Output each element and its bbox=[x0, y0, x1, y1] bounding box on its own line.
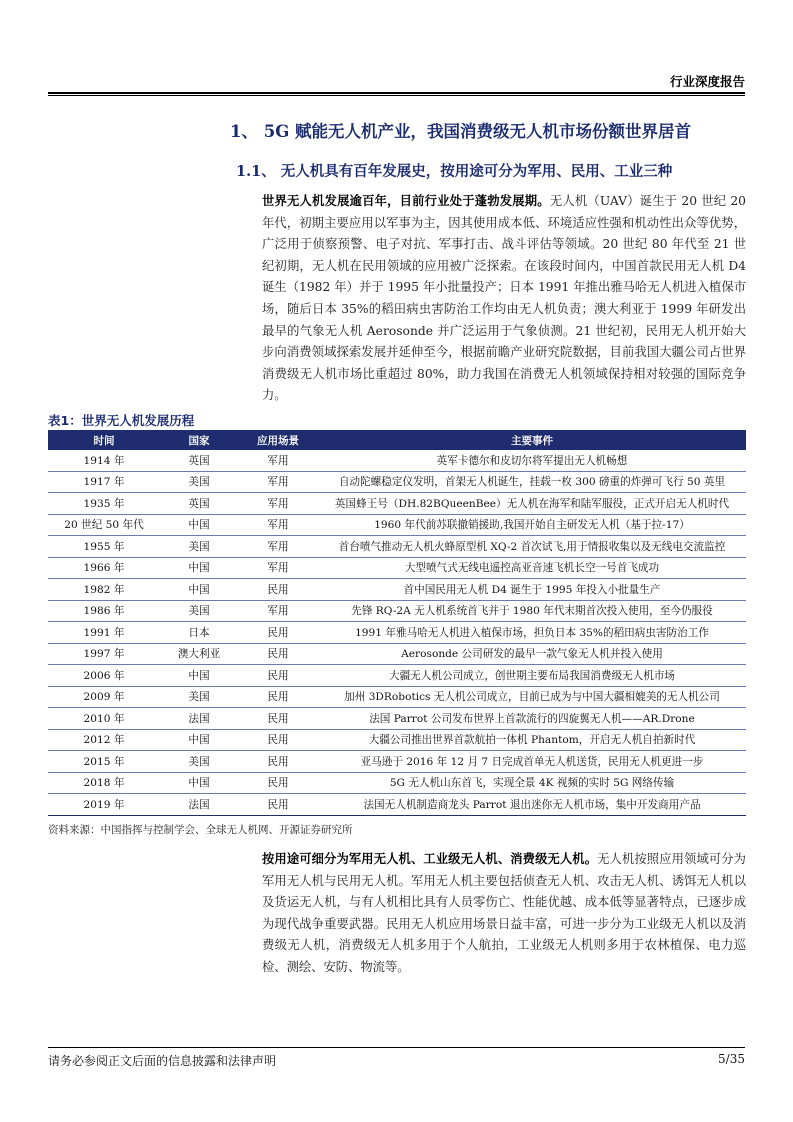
cell-time: 2009 年 bbox=[48, 686, 160, 708]
cell-event: 大疆公司推出世界首款航拍一体机 Phantom，开启无人机自拍新时代 bbox=[318, 729, 746, 751]
cell-event: 自动陀螺稳定仪发明，首架无人机诞生，挂载一枚 300 磅重的炸弹可飞行 50 英里 bbox=[318, 471, 746, 493]
cell-country: 美国 bbox=[160, 536, 238, 558]
cell-country: 中国 bbox=[160, 557, 238, 579]
footer-rule bbox=[48, 1047, 745, 1048]
cell-time: 1982 年 bbox=[48, 579, 160, 601]
table-caption: 表1：世界无人机发展历程 bbox=[48, 413, 195, 428]
cell-country: 澳大利亚 bbox=[160, 643, 238, 665]
cell-event: 英国蜂王号（DH.82BQueenBee）无人机在海军和陆军服役，正式开启无人机时代 bbox=[318, 493, 746, 515]
cell-time: 1986 年 bbox=[48, 600, 160, 622]
cell-event: 法国无人机制造商龙头 Parrot 退出迷你无人机市场，集中开发商用产品 bbox=[318, 794, 746, 816]
col-header-usage: 应用场景 bbox=[238, 430, 318, 450]
cell-usage: 民用 bbox=[238, 686, 318, 708]
cell-event: 亚马逊于 2016 年 12 月 7 日完成首单无人机送货，民用无人机更进一步 bbox=[318, 751, 746, 773]
cell-country: 中国 bbox=[160, 514, 238, 536]
cell-usage: 军用 bbox=[238, 557, 318, 579]
header-rule-thin bbox=[48, 95, 745, 96]
cell-usage: 民用 bbox=[238, 729, 318, 751]
cell-event: 首中国民用无人机 D4 诞生于 1995 年投入小批量生产 bbox=[318, 579, 746, 601]
cell-time: 2010 年 bbox=[48, 708, 160, 730]
cell-usage: 军用 bbox=[238, 450, 318, 471]
table-row bbox=[48, 557, 746, 579]
cell-event: Aerosonde 公司研发的最早一款气象无人机并投入使用 bbox=[318, 643, 746, 665]
subsection-heading: 1.1、 无人机具有百年发展史，按用途可分为军用、民用、工业三种 bbox=[236, 163, 673, 180]
table-row bbox=[48, 514, 746, 536]
cell-usage: 民用 bbox=[238, 579, 318, 601]
cell-time: 1914 年 bbox=[48, 450, 160, 471]
cell-country: 中国 bbox=[160, 729, 238, 751]
cell-country: 美国 bbox=[160, 600, 238, 622]
table-header-row bbox=[48, 430, 746, 450]
cell-time: 1966 年 bbox=[48, 557, 160, 579]
cell-time: 1917 年 bbox=[48, 471, 160, 493]
cell-time: 1991 年 bbox=[48, 622, 160, 644]
usage-body: 无人机按照应用领域可分为军用无人机与民用无人机。军用无人机主要包括侦查无人机、攻击无人机、诱饵无人机以及货运无人机，与有人机相比具有人员零伤亡、性能优越、成本低等显著特点，已逐步成为现代战争重要武器。民用无人机应用场景日益丰富，可进一步分为工业级无人机以及消费级无人机，消费级无人机多用于个人航拍，工业级无人机则多用于农林植保、电力巡检、测绘、安防、物流等。 bbox=[262, 852, 746, 974]
table-row bbox=[48, 729, 746, 751]
usage-lead: 按用途可细分为军用无人机、工业级无人机、消费级无人机。 bbox=[262, 851, 598, 866]
cell-time: 20 世纪 50 年代 bbox=[48, 514, 160, 536]
table-row bbox=[48, 772, 746, 794]
cell-time: 1955 年 bbox=[48, 536, 160, 558]
cell-country: 中国 bbox=[160, 772, 238, 794]
cell-country: 日本 bbox=[160, 622, 238, 644]
cell-country: 法国 bbox=[160, 708, 238, 730]
header-rule bbox=[48, 92, 745, 94]
table-row bbox=[48, 643, 746, 665]
cell-event: 法国 Parrot 公司发布世界上首款流行的四旋翼无人机——AR.Drone bbox=[318, 708, 746, 730]
cell-event: 首台喷气推动无人机火蜂原型机 XQ-2 首次试飞,用于情报收集以及无线电交流监控 bbox=[318, 536, 746, 558]
cell-event: 英军卡德尔和皮切尔将军提出无人机畅想 bbox=[318, 450, 746, 471]
cell-usage: 军用 bbox=[238, 600, 318, 622]
uav-history-table bbox=[48, 430, 746, 816]
col-header-time: 时间 bbox=[48, 430, 160, 450]
cell-country: 美国 bbox=[160, 686, 238, 708]
cell-event: 大型喷气式无线电遥控高亚音速飞机长空一号首飞成功 bbox=[318, 557, 746, 579]
table-row bbox=[48, 600, 746, 622]
cell-country: 法国 bbox=[160, 794, 238, 816]
table-row bbox=[48, 579, 746, 601]
cell-usage: 民用 bbox=[238, 708, 318, 730]
usage-paragraph bbox=[262, 848, 746, 979]
cell-event: 5G 无人机山东首飞，实现全景 4K 视频的实时 5G 网络传输 bbox=[318, 772, 746, 794]
cell-usage: 军用 bbox=[238, 536, 318, 558]
cell-usage: 民用 bbox=[238, 643, 318, 665]
cell-country: 中国 bbox=[160, 579, 238, 601]
intro-paragraph bbox=[262, 190, 746, 407]
table-source: 资料来源：中国指挥与控制学会、全球无人机网、开源证券研究所 bbox=[48, 824, 353, 836]
cell-time: 2012 年 bbox=[48, 729, 160, 751]
table-row bbox=[48, 708, 746, 730]
cell-time: 1997 年 bbox=[48, 643, 160, 665]
table-row bbox=[48, 471, 746, 493]
cell-event: 先锋 RQ-2A 无人机系统首飞并于 1980 年代末期首次投入使用，至今仍服役 bbox=[318, 600, 746, 622]
col-header-event: 主要事件 bbox=[318, 430, 746, 450]
cell-time: 2006 年 bbox=[48, 665, 160, 687]
cell-country: 英国 bbox=[160, 493, 238, 515]
table-row bbox=[48, 450, 746, 471]
cell-time: 2019 年 bbox=[48, 794, 160, 816]
cell-usage: 民用 bbox=[238, 622, 318, 644]
section-heading: 1、 5G 赋能无人机产业，我国消费级无人机市场份额世界居首 bbox=[230, 122, 692, 141]
cell-country: 美国 bbox=[160, 471, 238, 493]
cell-usage: 民用 bbox=[238, 794, 318, 816]
cell-time: 1935 年 bbox=[48, 493, 160, 515]
cell-event: 加州 3DRobotics 无人机公司成立，目前已成为与中国大疆相媲美的无人机公司 bbox=[318, 686, 746, 708]
intro-body: 无人机（UAV）诞生于 20 世纪 20 年代，初期主要应用以军事为主，因其使用成本低、环境适应性强和机动性出众等优势，广泛用于侦察预警、电子对抗、军事打击、战斗评估等领域。20 世纪 80 年代至 21 世纪初期，无人机在民用领域的应用被广泛探索。在该段时间内，中国首款民用无人机 D4 诞生（1982 年）并于 1995 年小批量投产；日本 1991 年推出雅马哈无人机进入植保市场，随后日本 35%的稻田病虫害防治工作均由无人机负责；澳大利亚于 1999 年研发出最早的气象无人机 Aerosonde 并广泛运用于气象侦测。21 世纪初，民用无人机开始大步向消费领域探索发展并延伸至今，根据前瞻产业研究院数据，目前我国大疆公司占世界消费级无人机市场比重超过 80%，助力我国在消费无人机领域保持相对较强的国际竞争力。 bbox=[262, 194, 746, 403]
disclaimer-note: 请务必参阅正文后面的信息披露和法律声明 bbox=[48, 1054, 277, 1068]
cell-time: 2015 年 bbox=[48, 751, 160, 773]
cell-event: 1960 年代前苏联撤销援助,我国开始自主研发无人机（基于拉-17） bbox=[318, 514, 746, 536]
cell-country: 英国 bbox=[160, 450, 238, 471]
cell-time: 2018 年 bbox=[48, 772, 160, 794]
intro-lead: 世界无人机发展逾百年，目前行业处于蓬勃发展期。 bbox=[262, 193, 550, 208]
table-row bbox=[48, 686, 746, 708]
table-row bbox=[48, 493, 746, 515]
cell-usage: 军用 bbox=[238, 493, 318, 515]
table-row bbox=[48, 536, 746, 558]
cell-usage: 军用 bbox=[238, 514, 318, 536]
cell-usage: 军用 bbox=[238, 471, 318, 493]
cell-usage: 民用 bbox=[238, 772, 318, 794]
report-type-header: 行业深度报告 bbox=[669, 74, 745, 89]
cell-usage: 民用 bbox=[238, 751, 318, 773]
table-row bbox=[48, 794, 746, 816]
cell-usage: 民用 bbox=[238, 665, 318, 687]
table-row bbox=[48, 622, 746, 644]
table-body bbox=[48, 450, 746, 815]
page-number: 5/35 bbox=[718, 1052, 745, 1066]
col-header-country: 国家 bbox=[160, 430, 238, 450]
table-row bbox=[48, 665, 746, 687]
cell-event: 1991 年雅马哈无人机进入植保市场，担负日本 35%的稻田病虫害防治工作 bbox=[318, 622, 746, 644]
cell-event: 大疆无人机公司成立，创世期主要布局我国消费级无人机市场 bbox=[318, 665, 746, 687]
cell-country: 中国 bbox=[160, 665, 238, 687]
table-row bbox=[48, 751, 746, 773]
cell-country: 美国 bbox=[160, 751, 238, 773]
